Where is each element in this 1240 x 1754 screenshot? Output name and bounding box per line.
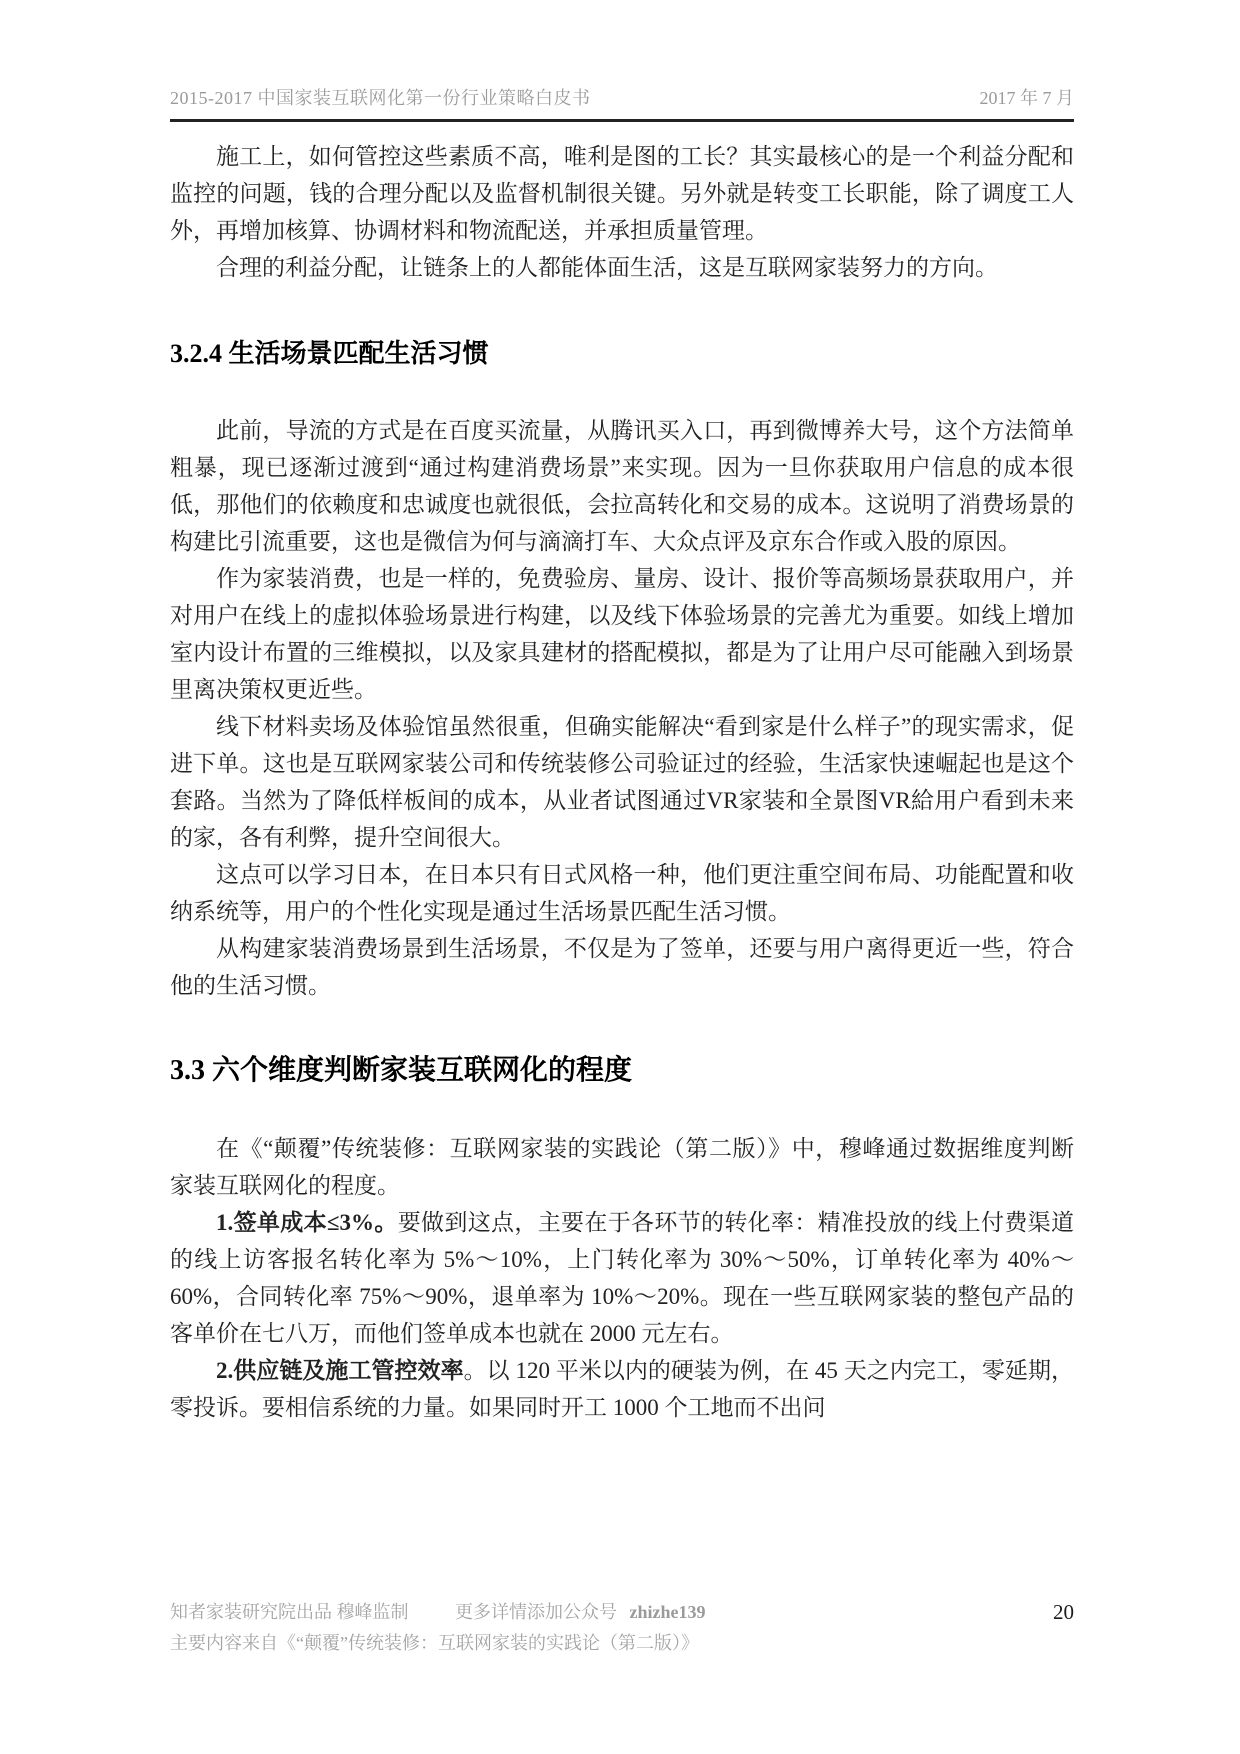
header-title: 2015-2017 中国家装互联网化第一份行业策略白皮书	[170, 88, 591, 108]
section-heading-33: 3.3 六个维度判断家装互联网化的程度	[170, 1055, 633, 1086]
header-date: 2017 年 7 月	[979, 88, 1074, 108]
footer-wechat-account: zhizhe139	[629, 1602, 706, 1622]
paragraph-offline-showrooms: 线下材料卖场及体验馆虽然很重，但确实能解决“看到家是什么样子”的现实需求，促进下单。这也是互联网家装公司和传统装修公司验证过的经验，生活家快速崛起也是这个套路。当然为了降低样板间的成本，从业者试图通过VR家装和全景图VR給用户看到未来的家，各有利弊，提升空间很大。	[170, 714, 1074, 850]
metric-1-label: 1.签单成本≤3%。	[216, 1210, 398, 1235]
paragraph-construction-foreman: 施工上，如何管控这些素质不高，唯利是图的工长？其实最核心的是一个利益分配和监控的问题，钱的合理分配以及监督机制很关键。另外就是转变工长职能，除了调度工人外，再增加核算、协调材料和物流配送，并承担质量管理。	[170, 144, 1074, 243]
footer-line-2: 主要内容来自《“颠覆”传统装修：互联网家装的实践论（第二版）》	[170, 1633, 699, 1653]
paragraph-home-decor-scenes: 作为家装消费，也是一样的，免费验房、量房、设计、报价等高频场景获取用户，并对用户在线上的虚拟体验场景进行构建，以及线下体验场景的完善尤为重要。如线上增加室内设计布置的三维模拟，以及家具建材的搭配模拟，都是为了让用户尽可能融入到场景里离决策权更近些。	[170, 566, 1074, 702]
metric-2-label: 2.供应链及施工管控效率	[216, 1358, 464, 1383]
page-number: 20	[1053, 1600, 1074, 1624]
page-footer	[170, 1597, 1074, 1659]
paragraph-profit-sharing: 合理的利益分配，让链条上的人都能体面生活，这是互联网家装努力的方向。	[216, 255, 998, 280]
section-heading-324: 3.2.4 生活场景匹配生活习惯	[170, 339, 489, 368]
paragraph-metric-1-signing-cost	[170, 1204, 1074, 1352]
footer-publisher: 知者家装研究院出品 穆峰监制	[170, 1602, 409, 1622]
paragraph-traffic-buying: 此前，导流的方式是在百度买流量，从腾讯买入口，再到微博养大号，这个方法简单粗暴，现已逐渐过渡到“通过构建消费场景”来实现。因为一旦你获取用户信息的成本很低，那他们的依赖度和忠诚度也就很低，会拉高转化和交易的成本。这说明了消费场景的构建比引流重要，这也是微信为何与滴滴打车、大众点评及京东合作或入股的原因。	[170, 418, 1074, 554]
metric-2-text: 。以 120 平米以内的硬装为例，在 45 天之内完工，零延期，零投诉。要相信系统的力量。如果同时开工 1000 个工地而不出问	[170, 1358, 1075, 1420]
footer-line-1	[170, 1597, 1074, 1628]
page-header	[170, 84, 1074, 122]
footer-more-info: 更多详情添加公众号	[455, 1602, 617, 1622]
paragraph-book-reference: 在《“颠覆”传统装修：互联网家装的实践论（第二版）》中，穆峰通过数据维度判断家装互联网化的程度。	[170, 1136, 1074, 1198]
paragraph-metric-2-supply-chain	[170, 1352, 1074, 1426]
metric-1-text: 要做到这点，主要在于各环节的转化率：精准投放的线上付费渠道的线上访客报名转化率为 5%～10%，上门转化率为 30%～50%，订单转化率为 40%～60%，合同转化率 75%～90%，退单率为 10%～20%。现在一些互联网家装的整包产品的客单价在七八万，而他们签单成本也就在 2000 元左右。	[170, 1210, 1075, 1346]
paragraph-learn-from-japan: 这点可以学习日本，在日本只有日式风格一种，他们更注重空间布局、功能配置和收纳系统等，用户的个性化实现是通过生活场景匹配生活习惯。	[170, 862, 1074, 924]
paragraph-consumption-to-life-scene: 从构建家装消费场景到生活场景，不仅是为了签单，还要与用户离得更近一些，符合他的生活习惯。	[170, 936, 1074, 998]
document-body	[170, 138, 1074, 1426]
